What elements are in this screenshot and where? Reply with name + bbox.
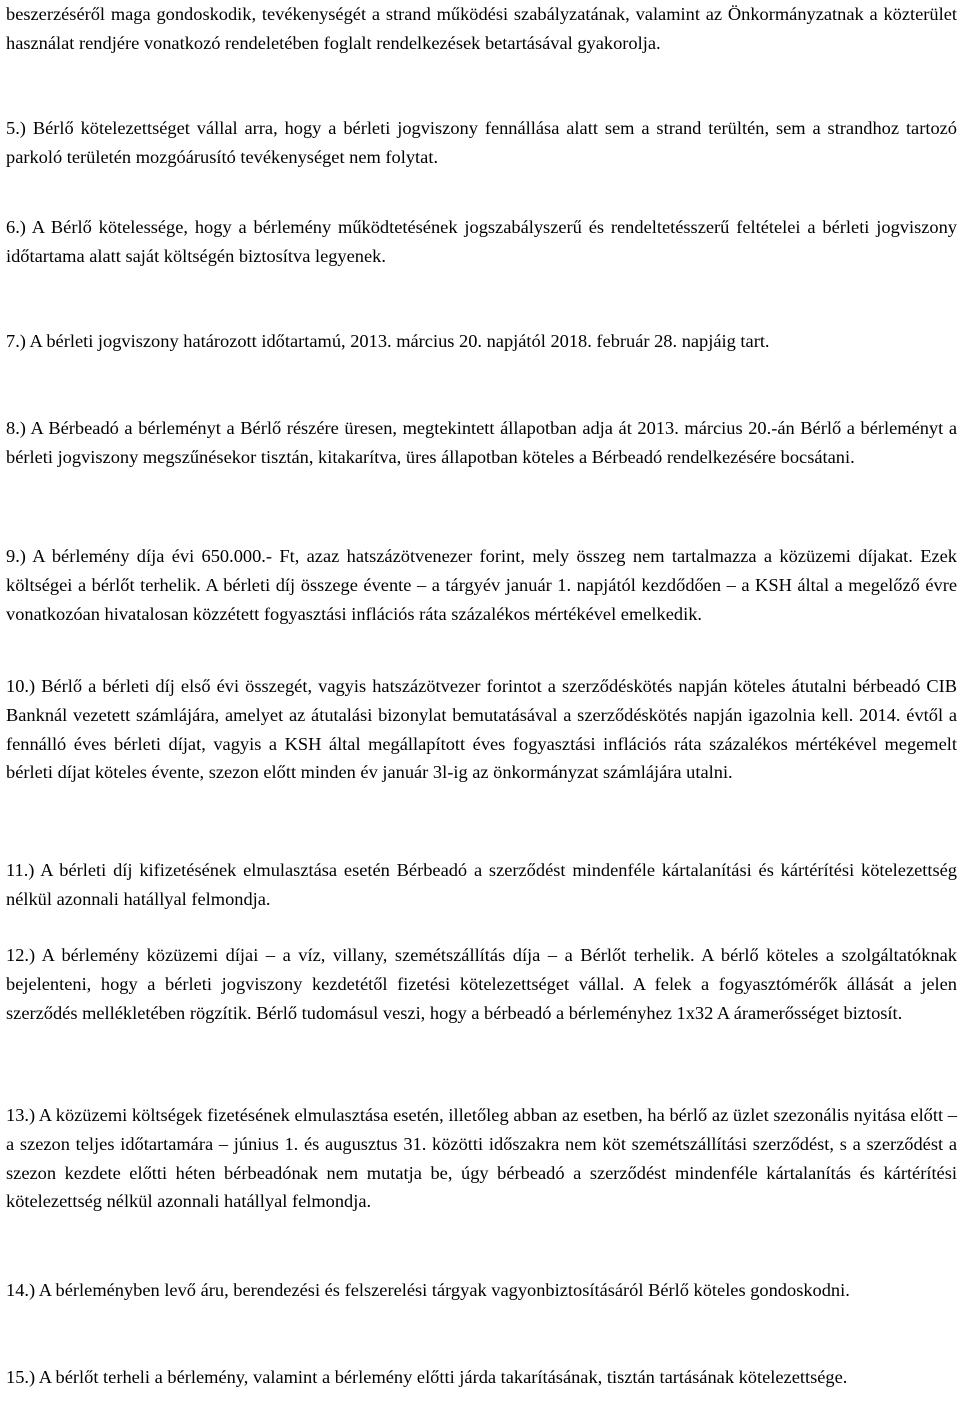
- paragraph-14: 14.) A bérleményben levő áru, berendezési és felszerelési tárgyak vagyonbiztosításáról Bérlő köteles gondoskodni.: [6, 1280, 850, 1300]
- paragraph-11: 11.) A bérleti díj kifizetésének elmulasztása esetén Bérbeadó a szerződést mindenféle kártalanítási és kártérítési kötelezettség nélkül azonnali hatállyal felmondja.: [6, 860, 957, 909]
- paragraph-15: 15.) A bérlőt terheli a bérlemény, valamint a bérlemény előtti járda takarításának, tisztán tartásának kötelezettsége.: [6, 1367, 848, 1387]
- paragraph-9: 9.) A bérlemény díja évi 650.000.- Ft, azaz hatszázötvenezer forint, mely összeg nem tartalmazza a közüzemi díjakat. Ezek költségei a bérlőt terhelik. A bérleti díj összege évente – a tárgyév január 1. napjától kezdődően – a KSH által a megelőző évre vonatkozóan hivatalosan közzétett fogyasztási inflációs ráta százalékos mértékével emelkedik.: [6, 546, 957, 624]
- paragraph-5: 5.) Bérlő kötelezettséget vállal arra, hogy a bérleti jogviszony fennállása alatt sem a strand terültén, sem a strandhoz tartozó parkoló területén mozgóárusító tevékenységet nem folytat.: [6, 118, 957, 167]
- paragraph-8: 8.) A Bérbeadó a bérleményt a Bérlő részére üresen, megtekintett állapotban adja át 2013. március 20.-án Bérlő a bérleményt a bérleti jogviszony megszűnésekor tisztán, kitakarítva, üres állapotban köteles a Bérbeadó rendelkezésére bocsátani.: [6, 418, 957, 467]
- paragraph-12: 12.) A bérlemény közüzemi díjai – a víz, villany, szemétszállítás díja – a Bérlőt terhelik. A bérlő köteles a szolgáltatóknak bejelenteni, hogy a bérleti jogviszony kezdetétől fizetési kötelezettséget vállal. A felek a fogyasztómérők állását a jelen szerződés mellékletében rögzítik. Bérlő tudomásul veszi, hogy a bérbeadó a bérleményhez 1x32 A áramerősséget biztosít.: [6, 945, 957, 1023]
- paragraph-10: 10.) Bérlő a bérleti díj első évi összegét, vagyis hatszázötvezer forintot a szerződéskötés napján köteles átutalni bérbeadó CIB Banknál vezetett számlájára, amelyet az átutalási bizonylat bemutatásával a szerződéskötés napján igazolnia kell. 2014. évtől a fennálló éves bérleti díjat, vagyis a KSH által megállapított éves fogyasztási inflációs ráta százalékos mértékével megemelt bérleti díjat köteles évente, szezon előtt minden év január 3l-ig az önkormányzat számlájára utalni.: [6, 676, 957, 783]
- paragraph-13: 13.) A közüzemi költségek fizetésének elmulasztása esetén, illetőleg abban az esetben, ha bérlő az üzlet szezonális nyitása előtt – a szezon teljes időtartamára – június 1. és augusztus 31. közötti időszakra nem köt szemétszállítási szerződést, s a szerződést a szezon kezdete előtti héten bérbeadónak nem mutatja be, úgy bérbeadó a szerződést mindenféle kártalanítás és kártérítési kötelezettség nélkül azonnali hatállyal felmondja.: [6, 1105, 957, 1212]
- paragraph-6: 6.) A Bérlő kötelessége, hogy a bérlemény működtetésének jogszabályszerű és rendeltetésszerű feltételei a bérleti jogviszony időtartama alatt saját költségén biztosítva legyenek.: [6, 217, 957, 266]
- paragraph-continuation: beszerzéséről maga gondoskodik, tevékenységét a strand működési szabályzatának, valamint az Önkormányzatnak a közterület használat rendjére vonatkozó rendeletében foglalt rendelkezések betartásával gyakorolja.: [6, 4, 957, 53]
- paragraph-7: 7.) A bérleti jogviszony határozott időtartamú, 2013. március 20. napjától 2018. február 28. napjáig tart.: [6, 331, 770, 351]
